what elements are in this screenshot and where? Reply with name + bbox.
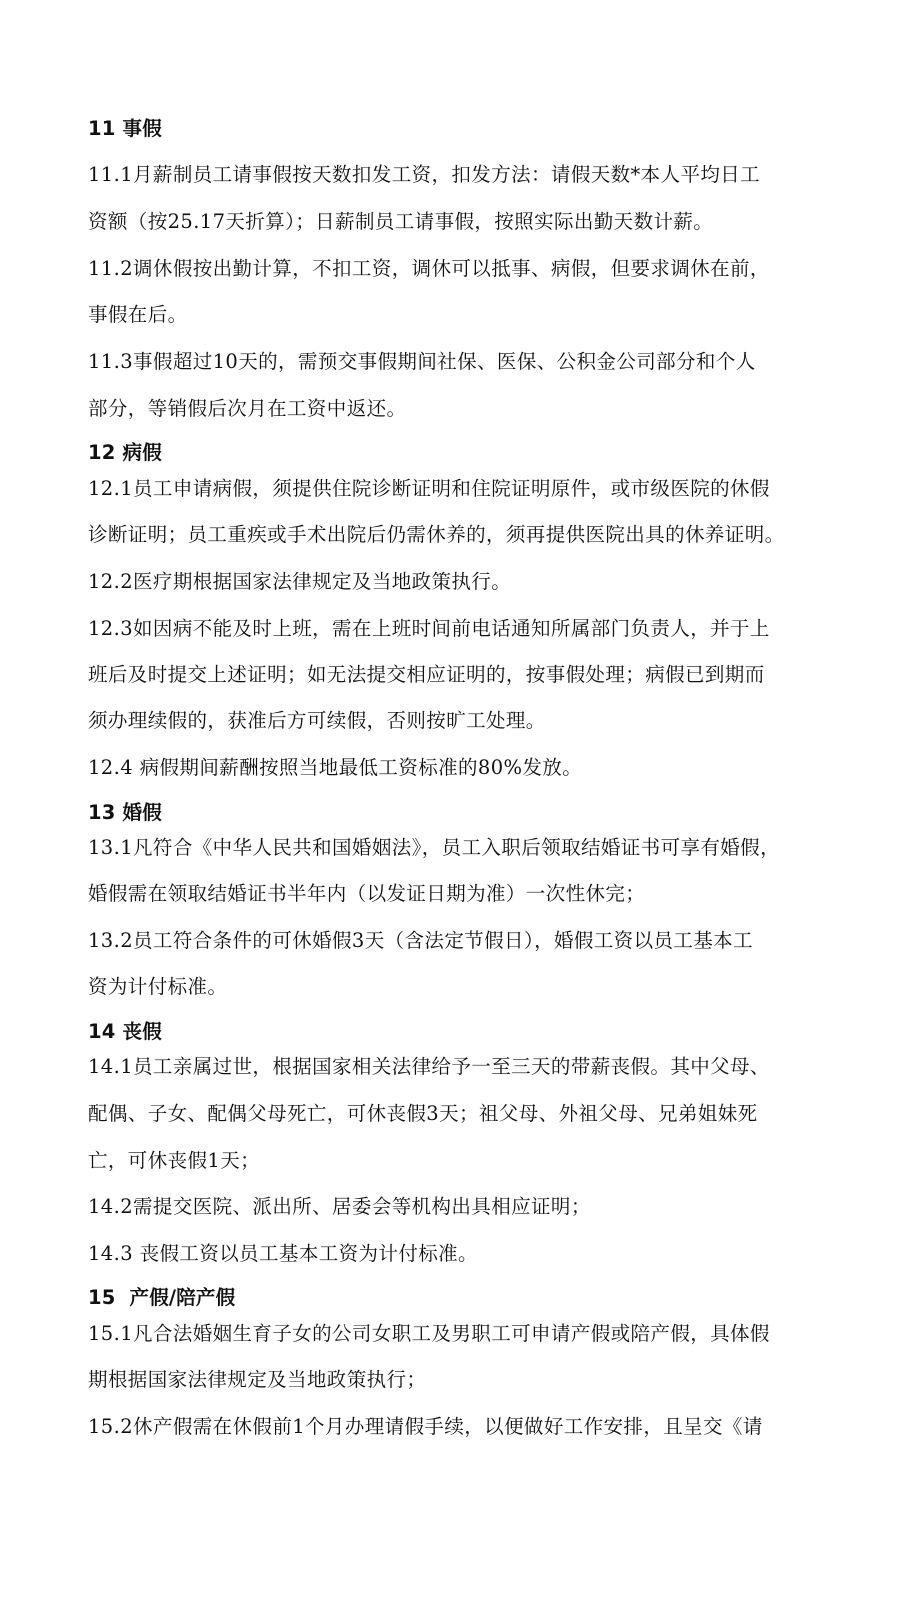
paragraph-line: 11.3事假超过10天的，需预交事假期间社保、医保、公积金公司部分和个人 — [88, 350, 756, 373]
paragraph-line: 12.2医疗期根据国家法律规定及当地政策执行。 — [88, 570, 512, 593]
section-heading: 11 事假 — [88, 117, 162, 140]
paragraph-line: 诊断证明；员工重疾或手术出院后仍需休养的，须再提供医院出具的休养证明。 — [88, 523, 785, 546]
paragraph-line: 事假在后。 — [88, 303, 188, 326]
paragraph-line: 11.2调休假按出勤计算，不扣工资，调休可以抵事、病假，但要求调休在前， — [88, 257, 770, 280]
paragraph-line: 14.1员工亲属过世，根据国家相关法律给予一至三天的带薪丧假。其中父母、 — [88, 1055, 770, 1078]
paragraph-line: 12.4 病假期间薪酬按照当地最低工资标准的80%发放。 — [88, 756, 583, 779]
paragraph-line: 部分，等销假后次月在工资中返还。 — [88, 397, 407, 420]
paragraph-line: 婚假需在领取结婚证书半年内（以发证日期为准）一次性休完； — [88, 882, 646, 905]
paragraph-line: 资额（按25.17天折算）；日薪制员工请事假，按照实际出勤天数计薪。 — [88, 210, 714, 233]
paragraph-line: 期根据国家法律规定及当地政策执行； — [88, 1368, 427, 1391]
section-heading: 15 产假/陪产假 — [88, 1286, 236, 1309]
paragraph-line: 须办理续假的，获准后方可续假，否则按旷工处理。 — [88, 709, 546, 732]
paragraph-line: 配偶、子女、配偶父母死亡，可休丧假3天；祖父母、外祖父母、兄弟姐妹死 — [88, 1102, 758, 1125]
paragraph-line: 15.1凡合法婚姻生育子女的公司女职工及男职工可申请产假或陪产假，具体假 — [88, 1322, 770, 1345]
paragraph-line: 12.1员工申请病假，须提供住院诊断证明和住院证明原件，或市级医院的休假 — [88, 477, 770, 500]
paragraph-line: 13.2员工符合条件的可休婚假3天（含法定节假日），婚假工资以员工基本工 — [88, 929, 753, 952]
paragraph-line: 13.1凡符合《中华人民共和国婚姻法》，员工入职后领取结婚证书可享有婚假， — [88, 836, 780, 859]
paragraph-line: 15.2休产假需在休假前1个月办理请假手续，以便做好工作安排，且呈交《请 — [88, 1415, 763, 1438]
paragraph-line: 14.2需提交医院、派出所、居委会等机构出具相应证明； — [88, 1195, 591, 1218]
paragraph-line: 11.1月薪制员工请事假按天数扣发工资，扣发方法：请假天数*本人平均日工 — [88, 163, 761, 186]
paragraph-line: 资为计付标准。 — [88, 975, 228, 998]
paragraph-line: 亡，可休丧假1天； — [88, 1149, 261, 1172]
section-heading: 13 婚假 — [88, 801, 162, 824]
paragraph-line: 班后及时提交上述证明；如无法提交相应证明的，按事假处理；病假已到期而 — [88, 663, 765, 686]
section-heading: 14 丧假 — [88, 1020, 162, 1043]
paragraph-line: 14.3 丧假工资以员工基本工资为计付标准。 — [88, 1242, 478, 1265]
paragraph-line: 12.3如因病不能及时上班，需在上班时间前电话通知所属部门负责人，并于上 — [88, 617, 770, 640]
section-heading: 12 病假 — [88, 441, 162, 464]
